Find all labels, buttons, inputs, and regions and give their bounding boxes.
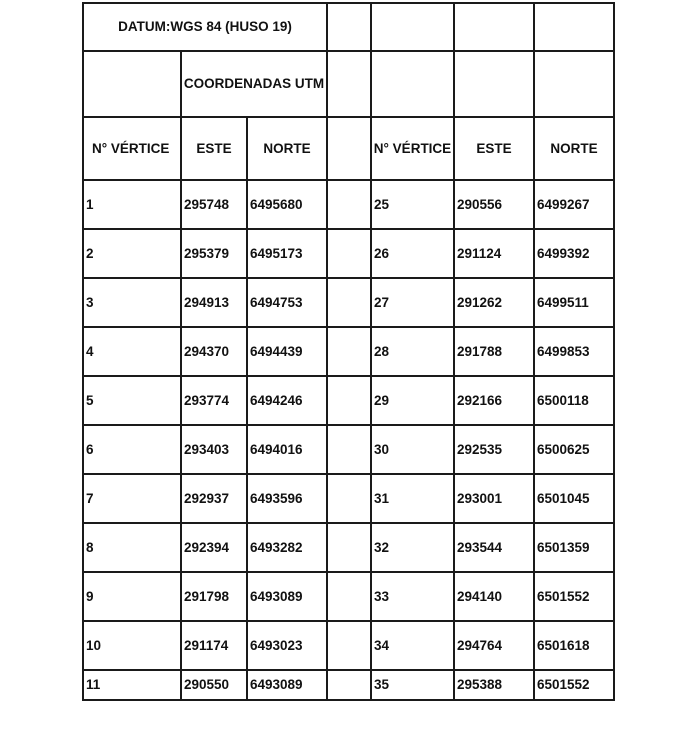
norte-cell: 6501618	[534, 621, 614, 670]
empty-cell	[327, 376, 371, 425]
vertex-number-cell: 33	[371, 572, 454, 621]
vertex-number-cell: 32	[371, 523, 454, 572]
vertex-number-cell: 30	[371, 425, 454, 474]
este-cell: 292937	[181, 474, 247, 523]
este-cell: 290550	[181, 670, 247, 700]
empty-cell	[327, 180, 371, 229]
este-cell: 293403	[181, 425, 247, 474]
norte-cell: 6493282	[247, 523, 327, 572]
empty-cell	[454, 51, 534, 117]
table-row	[83, 523, 614, 572]
empty-cell	[327, 3, 371, 51]
empty-cell	[327, 117, 371, 180]
norte-cell: 6495680	[247, 180, 327, 229]
vertex-number-cell: 25	[371, 180, 454, 229]
norte-cell: 6499267	[534, 180, 614, 229]
norte-cell: 6494246	[247, 376, 327, 425]
vertex-number-cell: 28	[371, 327, 454, 376]
empty-cell	[327, 51, 371, 117]
vertex-number-cell: 4	[83, 327, 181, 376]
table-row	[83, 229, 614, 278]
vertex-number-cell: 29	[371, 376, 454, 425]
norte-cell: 6501552	[534, 670, 614, 700]
este-cell: 294913	[181, 278, 247, 327]
vertex-number-cell: 3	[83, 278, 181, 327]
vertex-number-cell: 35	[371, 670, 454, 700]
vertex-number-cell: 1	[83, 180, 181, 229]
norte-header-left: NORTE	[247, 117, 327, 180]
table-row	[83, 327, 614, 376]
table-row	[83, 572, 614, 621]
empty-cell	[327, 327, 371, 376]
norte-header-right: NORTE	[534, 117, 614, 180]
vertex-header-right: N° VÉRTICE	[371, 117, 454, 180]
table-row	[83, 376, 614, 425]
empty-cell	[534, 51, 614, 117]
norte-cell: 6494016	[247, 425, 327, 474]
norte-cell: 6501045	[534, 474, 614, 523]
este-cell: 291798	[181, 572, 247, 621]
empty-cell	[327, 523, 371, 572]
table-row	[83, 278, 614, 327]
coordinates-table	[82, 2, 615, 701]
empty-cell	[327, 670, 371, 700]
empty-cell	[454, 3, 534, 51]
coordinates-utm-title: COORDENADAS UTM	[181, 51, 327, 117]
norte-cell: 6494439	[247, 327, 327, 376]
datum-cell: DATUM:WGS 84 (HUSO 19)	[83, 3, 327, 51]
norte-cell: 6493089	[247, 572, 327, 621]
empty-cell	[534, 3, 614, 51]
este-cell: 290556	[454, 180, 534, 229]
column-header-row	[83, 117, 614, 180]
norte-cell: 6493596	[247, 474, 327, 523]
table-row	[83, 180, 614, 229]
este-cell: 293544	[454, 523, 534, 572]
este-cell: 295388	[454, 670, 534, 700]
vertex-number-cell: 26	[371, 229, 454, 278]
norte-cell: 6499392	[534, 229, 614, 278]
este-cell: 291174	[181, 621, 247, 670]
este-cell: 292394	[181, 523, 247, 572]
vertex-number-cell: 6	[83, 425, 181, 474]
vertex-number-cell: 8	[83, 523, 181, 572]
norte-cell: 6501552	[534, 572, 614, 621]
empty-cell	[327, 572, 371, 621]
este-cell: 295748	[181, 180, 247, 229]
empty-cell	[83, 51, 181, 117]
vertex-number-cell: 7	[83, 474, 181, 523]
norte-cell: 6501359	[534, 523, 614, 572]
este-cell: 293774	[181, 376, 247, 425]
table-row	[83, 474, 614, 523]
este-header-left: ESTE	[181, 117, 247, 180]
norte-cell: 6499853	[534, 327, 614, 376]
empty-cell	[371, 3, 454, 51]
vertex-number-cell: 10	[83, 621, 181, 670]
empty-cell	[371, 51, 454, 117]
table-row	[83, 621, 614, 670]
norte-cell: 6493023	[247, 621, 327, 670]
empty-cell	[327, 621, 371, 670]
coordinates-title-row	[83, 51, 614, 117]
empty-cell	[327, 278, 371, 327]
este-cell: 291124	[454, 229, 534, 278]
este-header-right: ESTE	[454, 117, 534, 180]
norte-cell: 6499511	[534, 278, 614, 327]
este-cell: 291262	[454, 278, 534, 327]
vertex-number-cell: 31	[371, 474, 454, 523]
este-cell: 293001	[454, 474, 534, 523]
vertex-header-left: N° VÉRTICE	[83, 117, 181, 180]
este-cell: 292535	[454, 425, 534, 474]
norte-cell: 6500625	[534, 425, 614, 474]
este-cell: 292166	[454, 376, 534, 425]
empty-cell	[327, 425, 371, 474]
table-row	[83, 425, 614, 474]
vertex-number-cell: 11	[83, 670, 181, 700]
norte-cell: 6500118	[534, 376, 614, 425]
vertex-number-cell: 34	[371, 621, 454, 670]
vertex-number-cell: 2	[83, 229, 181, 278]
vertex-number-cell: 27	[371, 278, 454, 327]
norte-cell: 6493089	[247, 670, 327, 700]
vertex-number-cell: 9	[83, 572, 181, 621]
norte-cell: 6494753	[247, 278, 327, 327]
norte-cell: 6495173	[247, 229, 327, 278]
vertex-number-cell: 5	[83, 376, 181, 425]
este-cell: 294764	[454, 621, 534, 670]
table-row	[83, 670, 614, 700]
datum-row	[83, 3, 614, 51]
data-rows	[83, 180, 614, 700]
este-cell: 291788	[454, 327, 534, 376]
este-cell: 294370	[181, 327, 247, 376]
empty-cell	[327, 229, 371, 278]
este-cell: 294140	[454, 572, 534, 621]
este-cell: 295379	[181, 229, 247, 278]
empty-cell	[327, 474, 371, 523]
